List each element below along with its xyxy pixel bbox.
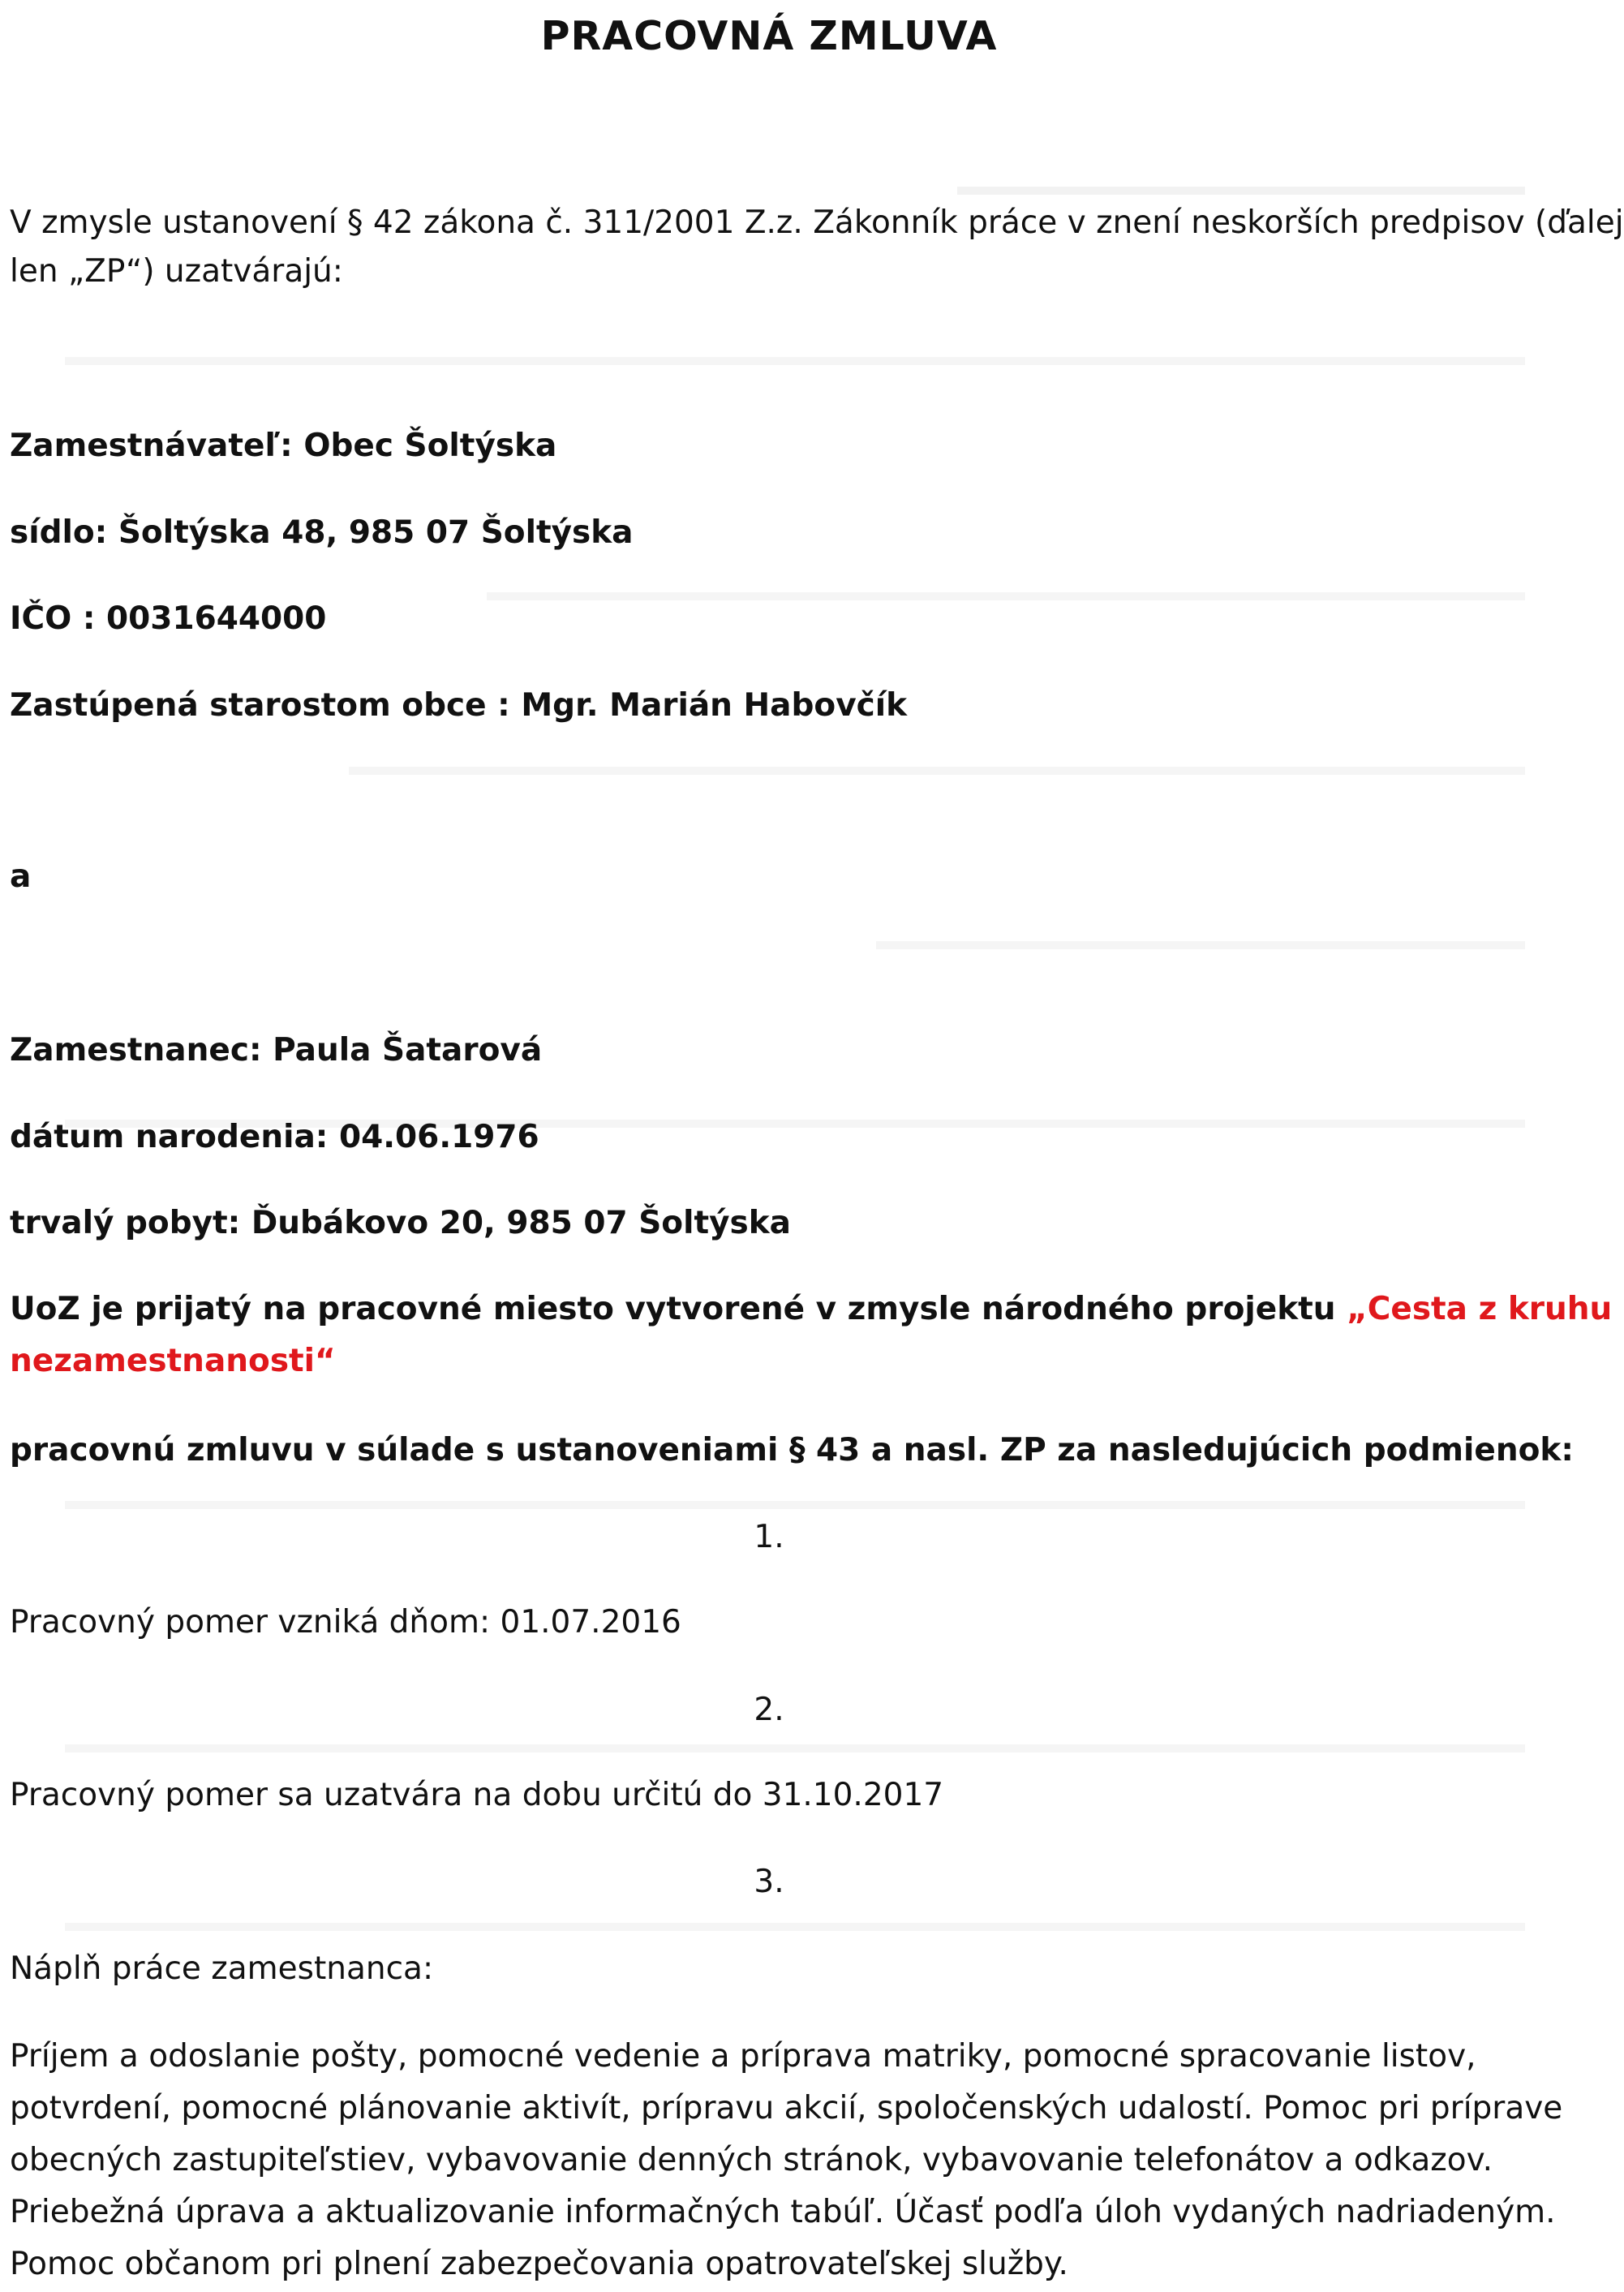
employee-birth-date: dátum narodenia: 04.06.1976	[10, 1119, 539, 1155]
project-name-continued: nezamestnanosti“	[10, 1343, 336, 1379]
bleed-through-line	[349, 767, 1525, 775]
project-name: „Cesta z kruhu	[1347, 1291, 1613, 1327]
employer-representative: Zastúpená starostom obce : Mgr. Marián Habovčík	[10, 687, 908, 724]
bleed-through-line	[487, 592, 1525, 600]
employee-name: Zamestnanec: Paula Šatarová	[10, 1032, 543, 1069]
bleed-through-line	[65, 1744, 1525, 1752]
conjunction-and: a	[10, 858, 32, 895]
bleed-through-line	[65, 1923, 1525, 1931]
employer-ico: IČO : 0031644000	[10, 600, 327, 637]
section-number-3: 3.	[754, 1864, 784, 1900]
duties-line-1: Príjem a odoslanie pošty, pomocné vedenie a príprava matriky, pomocné spracovanie listov,	[10, 2038, 1476, 2075]
employee-residence: trvalý pobyt: Ďubákovo 20, 985 07 Šoltýska	[10, 1205, 791, 1241]
intro-line-2: len „ZP“) uzatvárajú:	[10, 253, 343, 290]
section-3-text: Náplň práce zamestnanca:	[10, 1950, 434, 1987]
bleed-through-line	[65, 1501, 1525, 1509]
employer-name: Zamestnávateľ: Obec Šoltýska	[10, 428, 557, 464]
conditions-heading: pracovnú zmluvu v súlade s ustanoveniami § 43 a nasl. ZP za nasledujúcich podmienok:	[10, 1432, 1574, 1469]
employer-seat: sídlo: Šoltýska 48, 985 07 Šoltýska	[10, 514, 634, 551]
duties-line-2: potvrdení, pomocné plánovanie aktivít, prípravu akcií, spoločenských udalostí. Pomoc pri príprave	[10, 2090, 1563, 2126]
section-2-text: Pracovný pomer sa uzatvára na dobu určitú do 31.10.2017	[10, 1777, 944, 1813]
project-statement	[10, 1285, 1612, 1334]
bleed-through-line	[65, 357, 1525, 365]
duties-line-5: Pomoc občanom pri plnení zabezpečovania opatrovateľskej služby.	[10, 2246, 1068, 2282]
duties-line-4: Priebežná úprava a aktualizovanie informačných tabúľ. Účasť podľa úloh vydaných nadriadeným.	[10, 2194, 1556, 2230]
document-title: PRACOVNÁ ZMLUVA	[540, 13, 998, 59]
section-number-2: 2.	[754, 1692, 784, 1728]
section-number-1: 1.	[754, 1519, 784, 1555]
bleed-through-line	[957, 187, 1525, 195]
duties-line-3: obecných zastupiteľstiev, vybavovanie denných stránok, vybavovanie telefonátov a odkazov.	[10, 2142, 1493, 2178]
intro-line-1: V zmysle ustanovení § 42 zákona č. 311/2001 Z.z. Zákonník práce v znení neskorších predpisov (ďalej	[10, 204, 1624, 241]
section-1-text: Pracovný pomer vzniká dňom: 01.07.2016	[10, 1604, 681, 1641]
bleed-through-line	[876, 941, 1525, 949]
project-text: UoZ je prijatý na pracovné miesto vytvorené v zmysle národného projektu	[10, 1291, 1347, 1327]
